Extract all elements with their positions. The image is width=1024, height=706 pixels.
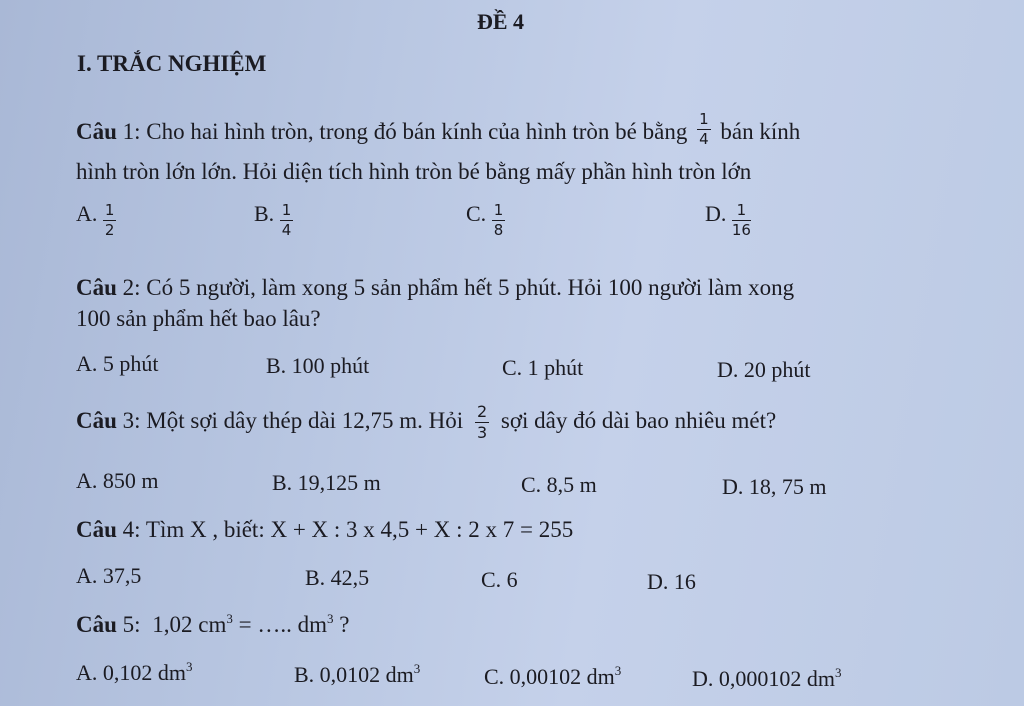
- option-c[interactable]: C. 8,5 m: [521, 472, 597, 497]
- exponent: 3: [327, 611, 334, 626]
- question-label: Câu: [76, 407, 117, 433]
- question-1-line-2: hình tròn lớn lớn. Hỏi diện tích hình tròn bé bằng mấy phần hình tròn lớn: [76, 159, 752, 184]
- question-2-line-2: 100 sản phẩm hết bao lâu?: [76, 306, 321, 331]
- option-text: C. 0,00102 dm: [484, 664, 615, 689]
- fraction-numerator: 1: [699, 110, 709, 128]
- question-5-line: [76, 613, 350, 636]
- question-text: Tìm X , biết: X + X : 3 x 4,5 + X : 2 x 7 = 255: [145, 517, 574, 542]
- fraction: [280, 203, 294, 238]
- option-c[interactable]: [484, 663, 622, 689]
- fraction: [732, 203, 751, 238]
- option-d[interactable]: D. 16: [647, 569, 696, 594]
- option-text: A. 0,102 dm: [76, 660, 186, 685]
- option-letter: D.: [705, 200, 727, 226]
- exponent: 3: [226, 611, 233, 626]
- question-text: Cho hai hình tròn, trong đó bán kính của hình tròn bé bằng: [146, 118, 688, 144]
- fraction: [475, 404, 489, 441]
- option-a[interactable]: A. 5 phút: [76, 351, 159, 376]
- option-letter: C.: [466, 200, 487, 226]
- question-number: 1:: [122, 118, 141, 144]
- option-b[interactable]: [254, 200, 293, 239]
- option-b[interactable]: B. 42,5: [305, 565, 370, 590]
- question-2-line-1: [76, 276, 794, 299]
- option-c[interactable]: [466, 200, 505, 239]
- option-a[interactable]: [76, 659, 193, 685]
- fraction-numerator: 2: [476, 402, 488, 421]
- fraction-denominator: 2: [104, 221, 115, 239]
- question-label: Câu: [76, 118, 117, 144]
- option-b[interactable]: B. 19,125 m: [272, 470, 381, 495]
- fraction-denominator: 16: [731, 221, 751, 239]
- option-d[interactable]: [692, 665, 842, 691]
- fraction-numerator: 1: [281, 201, 292, 219]
- option-text: D. 0,000102 dm: [692, 666, 835, 691]
- fraction-denominator: 3: [476, 423, 488, 442]
- question-text: Có 5 người, làm xong 5 sản phẩm hết 5 phút. Hỏi 100 người làm xong: [146, 275, 795, 300]
- question-number: 2:: [122, 275, 141, 300]
- exponent: 3: [614, 663, 622, 678]
- option-d[interactable]: D. 18, 75 m: [722, 474, 827, 499]
- question-number: 4:: [122, 517, 141, 542]
- exponent: 3: [186, 659, 193, 674]
- option-a[interactable]: A. 850 m: [76, 468, 159, 493]
- fraction-numerator: 1: [732, 203, 751, 221]
- fraction: [697, 112, 711, 147]
- fraction-denominator: 8: [493, 221, 504, 239]
- option-text: B. 0,0102 dm: [294, 662, 414, 687]
- option-d[interactable]: [705, 200, 751, 239]
- option-d[interactable]: D. 20 phút: [717, 357, 811, 382]
- question-4-line: [76, 518, 573, 541]
- question-text: sợi dây đó dài bao nhiêu mét?: [500, 407, 777, 433]
- fraction: [103, 203, 117, 238]
- question-label: Câu: [76, 275, 117, 300]
- fraction-numerator: 1: [493, 201, 504, 219]
- value-text: = ….. dm: [232, 612, 328, 637]
- option-b[interactable]: [294, 661, 421, 687]
- question-value: [152, 612, 349, 637]
- value-text: ?: [333, 612, 350, 637]
- exam-title: ĐỀ 4: [477, 9, 525, 34]
- question-text: Một sợi dây thép dài 12,75 m. Hỏi: [146, 407, 464, 433]
- option-c[interactable]: C. 1 phút: [502, 355, 584, 380]
- option-c[interactable]: C. 6: [481, 567, 518, 592]
- question-1-line-1: [76, 110, 801, 151]
- value-text: 1,02 cm: [152, 612, 227, 637]
- option-letter: B.: [254, 200, 275, 226]
- fraction: [492, 203, 506, 238]
- question-text: bán kính: [720, 118, 801, 144]
- option-b[interactable]: B. 100 phút: [266, 353, 370, 378]
- fraction-denominator: 4: [281, 221, 292, 239]
- option-a[interactable]: [76, 200, 116, 239]
- option-a[interactable]: A. 37,5: [76, 563, 142, 588]
- question-3-line: [76, 404, 776, 441]
- option-letter: A.: [76, 200, 98, 226]
- exponent: 3: [413, 661, 421, 676]
- question-label: Câu: [76, 612, 117, 637]
- fraction-numerator: 1: [104, 201, 115, 219]
- question-number: 5:: [122, 612, 141, 637]
- question-label: Câu: [76, 517, 117, 542]
- exponent: 3: [835, 665, 842, 680]
- fraction-denominator: 4: [699, 130, 709, 148]
- question-number: 3:: [122, 407, 141, 433]
- section-heading: I. TRẮC NGHIỆM: [77, 51, 267, 76]
